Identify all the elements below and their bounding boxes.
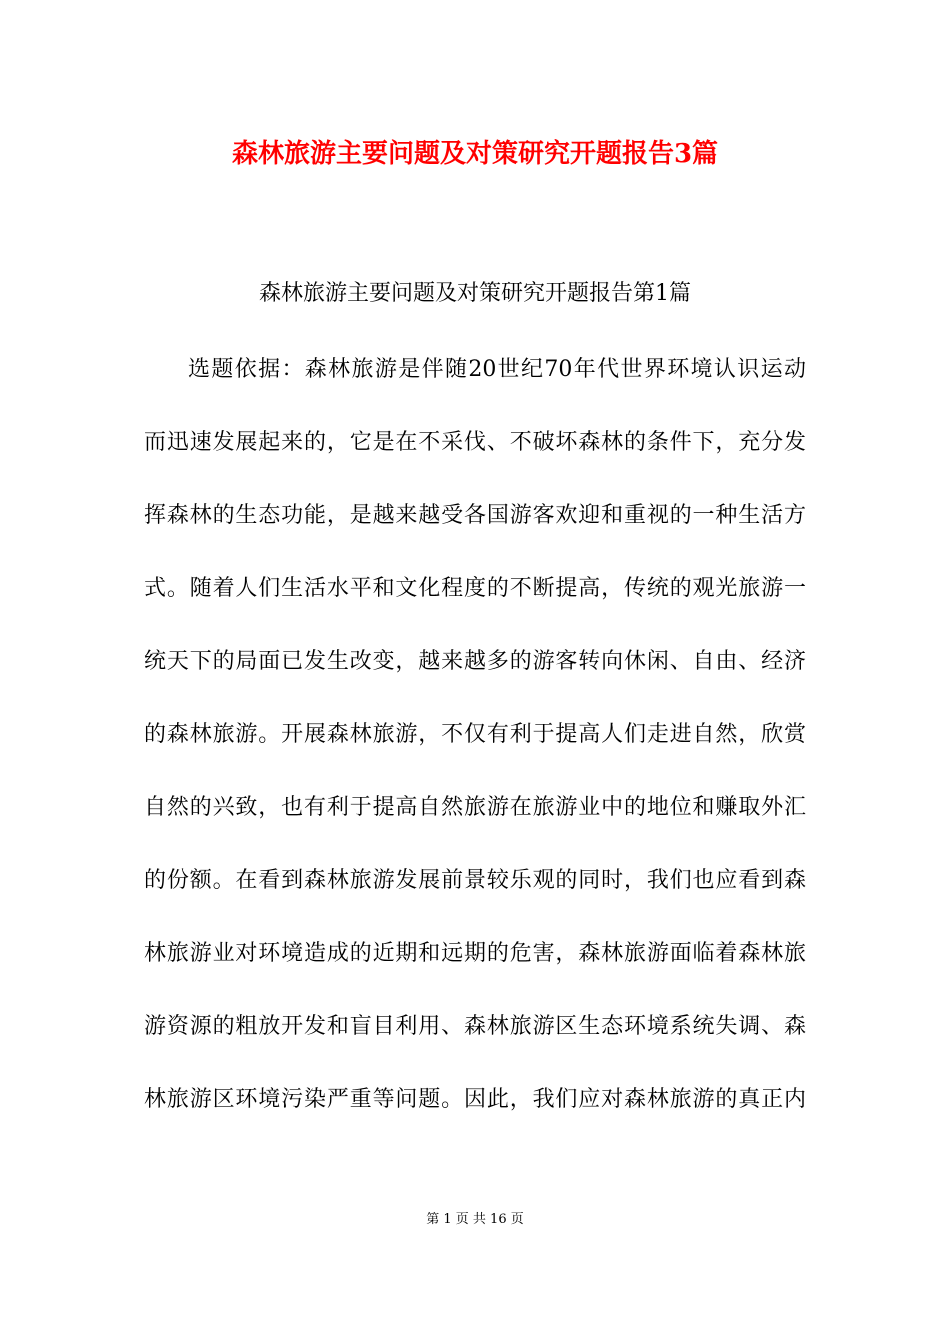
paragraph-line: 的份额。在看到森林旅游发展前景较乐观的同时，我们也应看到森 [144,868,806,893]
paragraph-line: 选题依据：森林旅游是伴随20世纪70年代世界环境认识运动 [188,357,806,382]
paragraph-line: 式。随着人们生活水平和文化程度的不断提高，传统的观光旅游一 [144,576,806,601]
paragraph-line: 林旅游区环境污染严重等问题。因此，我们应对森林旅游的真正内 [144,1087,806,1112]
paragraph-line: 的森林旅游。开展森林旅游，不仅有利于提高人们走进自然，欣赏 [144,722,806,747]
paragraph-line: 自然的兴致，也有利于提高自然旅游在旅游业中的地位和赚取外汇 [144,795,806,820]
page-number-footer: 第 1 页 共 16 页 [426,1212,524,1227]
body-paragraph [144,350,806,1153]
paragraph-line: 游资源的粗放开发和盲目利用、森林旅游区生态环境系统失调、森 [144,1014,806,1039]
section-heading: 森林旅游主要问题及对策研究开题报告第1篇 [259,281,691,306]
paragraph-line: 统天下的局面已发生改变，越来越多的游客转向休闲、自由、经济 [144,649,806,674]
document-title: 森林旅游主要问题及对策研究开题报告3篇 [231,139,719,169]
paragraph-line: 林旅游业对环境造成的近期和远期的危害，森林旅游面临着森林旅 [144,941,806,966]
paragraph-line: 挥森林的生态功能，是越来越受各国游客欢迎和重视的一种生活方 [144,503,806,528]
paragraph-line: 而迅速发展起来的，它是在不采伐、不破坏森林的条件下，充分发 [144,430,806,455]
